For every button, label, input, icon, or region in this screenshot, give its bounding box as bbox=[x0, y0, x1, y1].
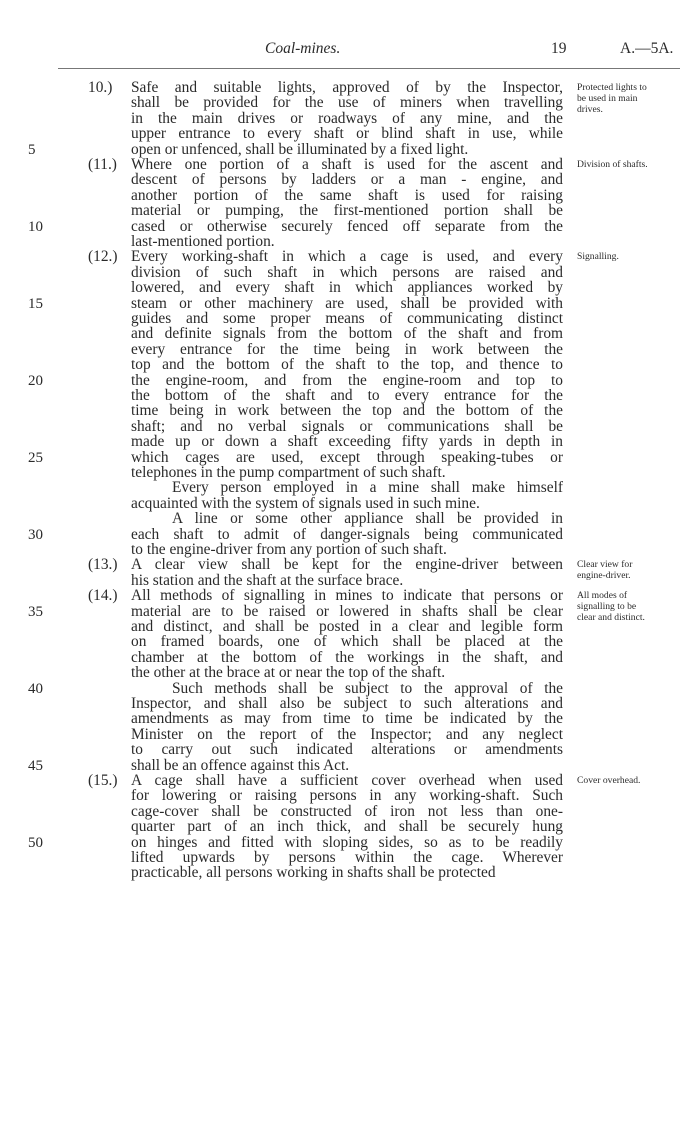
clause-number: (15.) bbox=[88, 772, 118, 789]
clause-text: lowered, and every shaft in which appliances worked by bbox=[131, 279, 563, 297]
clause-text: top and the bottom of the shaft to the top, and thence to bbox=[131, 356, 563, 374]
clause-text: Such methods shall be subject to the approval of the bbox=[172, 679, 563, 697]
clause-text: All methods of signalling in mines to indicate that persons or bbox=[131, 587, 563, 605]
clause-text: acquainted with the system of signals used in such mine. bbox=[131, 494, 480, 512]
line-number: 40 bbox=[28, 680, 43, 697]
margin-note-line: All modes of bbox=[577, 590, 628, 602]
line-number: 25 bbox=[28, 449, 43, 466]
clause-number: 10.) bbox=[88, 79, 113, 96]
margin-note-line: clear and distinct. bbox=[577, 612, 645, 624]
clause-text: quarter part of an inch thick, and shall be securely hung bbox=[131, 818, 563, 836]
clause-text: and distinct, and shall be posted in a clear and legible form bbox=[131, 618, 563, 635]
clause-text: descent of persons by ladders or a man - engine, and bbox=[131, 171, 563, 189]
line-number: 5 bbox=[28, 141, 36, 158]
clause-text: the engine-room, and from the engine-room and top to bbox=[131, 371, 563, 389]
clause-number: (14.) bbox=[88, 587, 118, 605]
clause-text: open or unfenced, shall be illuminated by a fixed light. bbox=[131, 140, 469, 158]
line-number: 45 bbox=[28, 757, 43, 774]
line-number: 50 bbox=[28, 834, 43, 851]
clause-text: to carry out such indicated alterations or amendments bbox=[131, 741, 563, 759]
clause-text: upper entrance to every shaft or blind shaft in use, while bbox=[131, 125, 563, 143]
clause-text: shall be an offence against this Act. bbox=[131, 756, 350, 774]
clause-text: amendments as may from time to time be indicated by the bbox=[131, 710, 563, 728]
clause-text: telephones in the pump compartment of such shaft. bbox=[131, 464, 446, 481]
clause-text: his station and the shaft at the surface brace. bbox=[131, 571, 404, 589]
margin-note bbox=[577, 559, 697, 581]
clause-text: practicable, all persons working in shafts shall be protected bbox=[131, 864, 496, 882]
clause-text: steam or other machinery are used, shall be provided with bbox=[131, 294, 563, 312]
clause-text: cased or otherwise securely fenced off separate from the bbox=[131, 217, 563, 235]
clause-text: shaft; and no verbal signals or communications shall be bbox=[131, 417, 563, 435]
margin-note-line: Cover overhead. bbox=[577, 775, 641, 786]
margin-note-line: Protected lights to bbox=[577, 82, 647, 93]
clause-text: lifted upwards by persons within the cage. Wherever bbox=[131, 849, 563, 866]
clause-text: A cage shall have a sufficient cover overhead when used bbox=[131, 772, 563, 789]
clause-text: every entrance for the time being in work between the bbox=[131, 340, 563, 358]
clause-text: A line or some other appliance shall be provided in bbox=[172, 510, 563, 528]
clause-text: Every working-shaft in which a cage is used, and every bbox=[131, 248, 563, 266]
page-header bbox=[0, 40, 700, 62]
clause-number: (13.) bbox=[88, 556, 118, 574]
margin-note bbox=[577, 159, 697, 170]
clause-text: the bottom of the shaft and to every entrance for the bbox=[131, 387, 563, 404]
clause-text: on hinges and fitted with sloping sides, so as to be readily bbox=[131, 833, 563, 851]
margin-note-line: Signalling. bbox=[577, 251, 619, 263]
header-rule bbox=[58, 68, 680, 69]
line-number: 15 bbox=[28, 295, 43, 312]
margin-note bbox=[577, 590, 697, 623]
page-number: 19 bbox=[551, 40, 567, 57]
clause-text: to the engine-driver from any portion of such shaft. bbox=[131, 541, 447, 558]
running-title: Coal-mines. bbox=[265, 40, 341, 57]
clause-text: in the main drives or roadways of any mine, and the bbox=[131, 109, 563, 127]
clause-text: each shaft to admit of danger-signals being communicated bbox=[131, 525, 563, 543]
margin-note-line: signalling to be bbox=[577, 601, 637, 613]
clause-text: time being in work between the top and the bottom of the bbox=[131, 402, 563, 420]
margin-note bbox=[577, 251, 697, 262]
clause-text: Minister on the report of the Inspector; and any neglect bbox=[131, 725, 563, 743]
clause-text: for lowering or raising persons in any working-shaft. Such bbox=[131, 787, 563, 805]
clause-number: (11.) bbox=[88, 156, 117, 173]
clause-text: Safe and suitable lights, approved of by the Inspector, bbox=[131, 79, 563, 96]
document-reference: A.—5A. bbox=[620, 40, 674, 57]
line-number: 20 bbox=[28, 372, 43, 389]
margin-note-line: Clear view for bbox=[577, 559, 633, 571]
margin-note bbox=[577, 775, 697, 786]
clause-text: Every person employed in a mine shall make himself bbox=[172, 479, 563, 497]
clause-number: (12.) bbox=[88, 248, 118, 266]
clause-text: material are to be raised or lowered in shafts shall be clear bbox=[131, 602, 563, 620]
margin-note-line: Division of shafts. bbox=[577, 159, 648, 170]
clause-text: and definite signals from the bottom of the shaft and from bbox=[131, 325, 563, 343]
text-line bbox=[0, 863, 700, 883]
clause-text: Inspector, and shall also be subject to such alterations and bbox=[131, 695, 563, 712]
clause-text: made up or down a shaft exceeding fifty yards in depth in bbox=[131, 433, 563, 451]
clause-text: another portion of the same shaft is used for raising bbox=[131, 186, 563, 204]
clause-text: on framed boards, one of which shall be placed at the bbox=[131, 633, 563, 651]
line-number: 10 bbox=[28, 218, 43, 235]
margin-note-line: engine-driver. bbox=[577, 570, 631, 582]
margin-note bbox=[577, 82, 697, 115]
clause-text: guides and some proper means of communicating distinct bbox=[131, 310, 563, 327]
clause-text: division of such shaft in which persons are raised and bbox=[131, 263, 563, 281]
clause-text: last-mentioned portion. bbox=[131, 233, 275, 250]
line-number: 30 bbox=[28, 526, 43, 543]
clause-text: chamber at the bottom of the workings in the shaft, and bbox=[131, 648, 563, 666]
clause-text: A clear view shall be kept for the engine-driver between bbox=[131, 556, 563, 574]
clause-text: cage-cover shall be constructed of iron not less than one- bbox=[131, 802, 563, 820]
clause-text: material or pumping, the first-mentioned portion shall be bbox=[131, 202, 563, 220]
margin-note-line: be used in main bbox=[577, 93, 638, 104]
margin-note-line: drives. bbox=[577, 104, 603, 115]
clause-text: Where one portion of a shaft is used for the ascent and bbox=[131, 156, 563, 173]
clause-text: the other at the brace at or near the top of the shaft. bbox=[131, 664, 446, 682]
clause-text: which cages are used, except through speaking-tubes or bbox=[131, 448, 563, 466]
clause-text: shall be provided for the use of miners when travelling bbox=[131, 94, 563, 112]
line-number: 35 bbox=[28, 603, 43, 620]
